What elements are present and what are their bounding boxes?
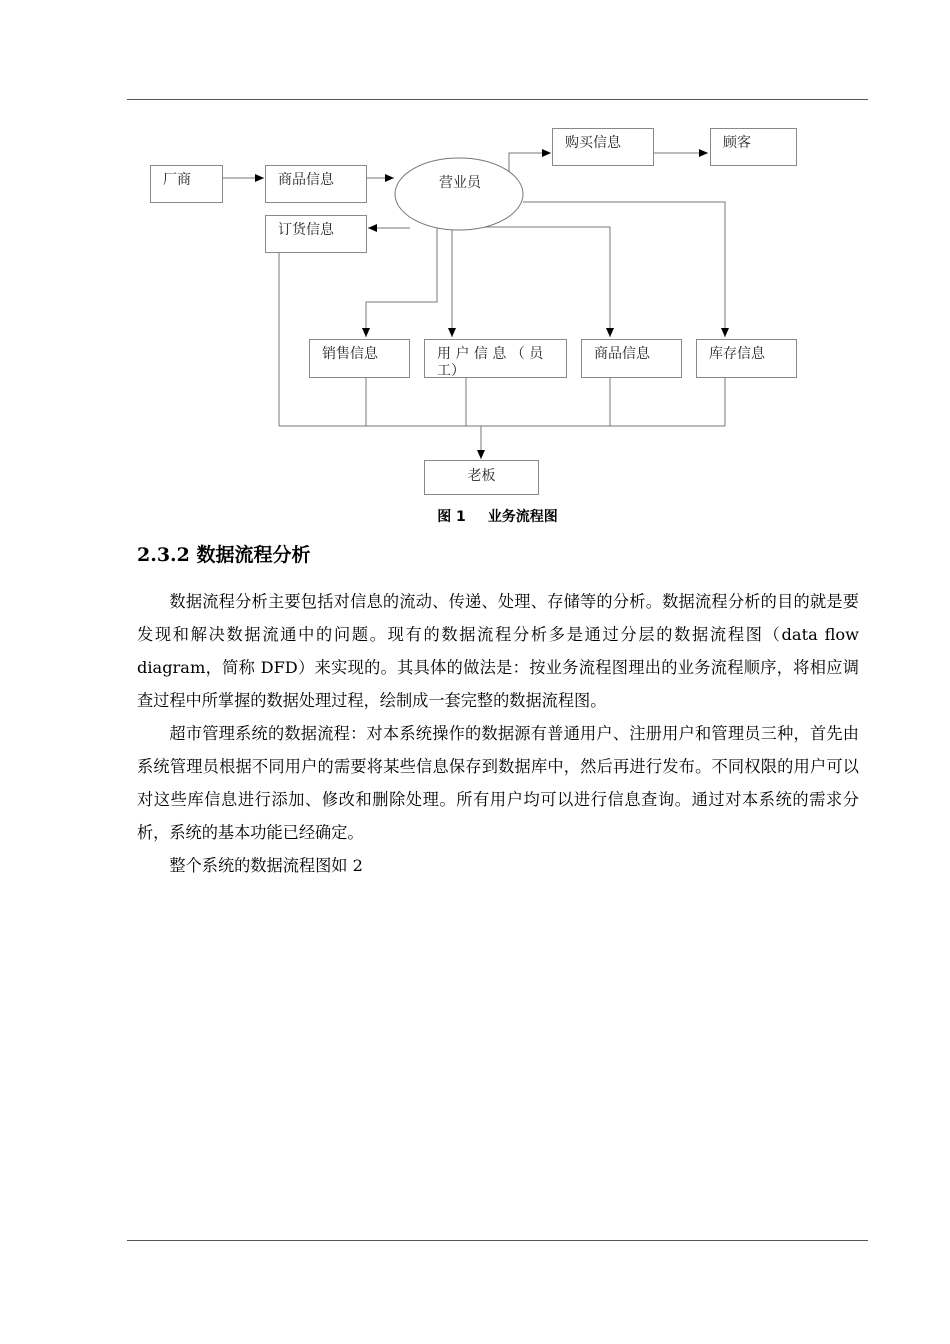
node-sales-info: 销售信息 (309, 339, 410, 378)
paragraph: 超市管理系统的数据流程：对本系统操作的数据源有普通用户、注册用户和管理员三种，首先由系统管理员根据不同用户的需要将某些信息保存到数据库中，然后再进行发布。不同权限的用户可以对这些库信息进行添加、修改和删除处理。所有用户均可以进行信息查询。通过对本系统的需求分析，系统的基本功能已经确定。 (137, 724, 859, 842)
node-manufacturer: 厂商 (150, 165, 223, 203)
node-clerk-label: 营业员 (439, 175, 481, 191)
arrow-clerk-to-purchase (509, 153, 551, 175)
arrow-clerk-to-sales (366, 228, 437, 337)
business-flow-diagram (0, 0, 950, 520)
clerk-ellipse (395, 158, 523, 230)
arrow-clerk-to-goods-bottom (468, 227, 610, 337)
footer-rule (127, 1240, 868, 1241)
section-heading (137, 540, 311, 567)
node-user-info: 用 户 信 息 （ 员 工） (424, 339, 567, 378)
paragraph: 整个系统的数据流程图如 2 (169, 856, 363, 875)
paragraph: 数据流程分析主要包括对信息的流动、传递、处理、存储等的分析。数据流程分析的目的就是要发现和解决数据流通中的问题。现有的数据流程分析多是通过分层的数据流程图（data flow diagram，简称 DFD）来实现的。其具体的做法是：按业务流程图理出的业务流程顺序，将相应调查过程中所掌握的数据处理过程，绘制成一套完整的数据流程图。 (137, 592, 859, 710)
body-text (137, 585, 859, 882)
caption-number: 图 1 (437, 509, 466, 525)
node-goods-info-top: 商品信息 (265, 165, 367, 203)
node-stock-info: 库存信息 (696, 339, 797, 378)
node-boss: 老板 (424, 460, 539, 495)
figure-caption (0, 506, 950, 526)
section-title: 数据流程分析 (196, 544, 311, 566)
node-customer: 顾客 (710, 128, 797, 166)
arrow-clerk-to-stock (523, 202, 725, 337)
node-order-info: 订货信息 (265, 215, 367, 253)
node-goods-info-bottom: 商品信息 (581, 339, 682, 378)
section-number: 2.3.2 (137, 544, 190, 566)
node-purchase-info: 购买信息 (552, 128, 654, 166)
caption-text: 业务流程图 (487, 509, 558, 525)
